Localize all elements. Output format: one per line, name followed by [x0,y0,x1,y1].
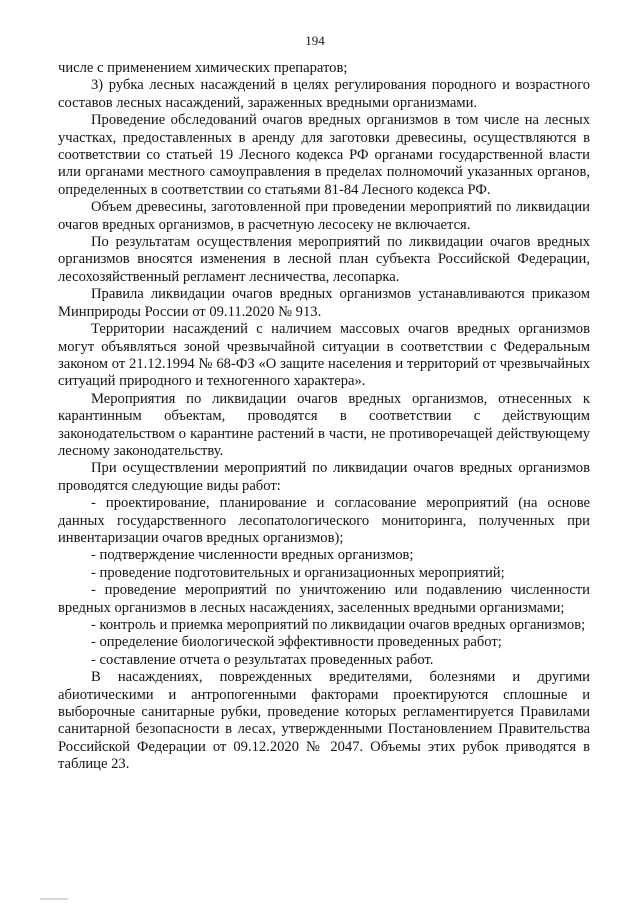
paragraph-wood-volume: Объем древесины, заготовленной при проведении мероприятий по ликвидации очагов вредных организмов, в расчетную лесосеку не включается. [58,199,590,233]
scan-artifact [40,898,68,900]
paragraph-continuation: числе с применением химических препаратов; [58,60,348,76]
list-item: - проведение подготовительных и организационных мероприятий; [91,564,505,581]
list-item: - проведение мероприятий по уничтожению или подавлению численности вредных организмов в лесных насаждениях, заселенных вредными организмами; [58,582,590,616]
document-body [58,60,590,774]
paragraph-work-types-intro: При осуществлении мероприятий по ликвидации очагов вредных организмов проводятся следующие виды работ: [58,460,590,494]
list-item: - подтверждение численности вредных организмов; [91,547,414,564]
paragraph-sanitary-fellings: В насаждениях, поврежденных вредителями, болезнями и другими абиотическими и антропогенными факторами проектируются сплошные и выборочные санитарные рубки, проведение которых регламентируется Правилами санитарной безопасности в лесах, утвержденными Постановлением Правительства Российской Федерации от 09.12.2020 № 2047. Объемы этих рубок приводятся в таблице 23. [58,669,590,773]
paragraph-surveys: Проведение обследований очагов вредных организмов в том числе на лесных участках, предоставленных в аренду для заготовки древесины, осуществляются в соответствии со статьей 19 Лесного кодекса РФ органами государственной власти или органами местного самоуправления в пределах полномочий указанных органов, определенных в соответствии со статьями 81-84 Лесного кодекса РФ. [58,112,590,198]
paragraph-liquidation-rules: Правила ликвидации очагов вредных организмов устанавливаются приказом Минприроды России от 09.11.2020 № 913. [58,286,590,320]
list-item: - проектирование, планирование и согласование мероприятий (на основе данных государственного лесопатологического мониторинга, полученных при инвентаризации очагов вредных организмов); [58,495,590,546]
paragraph-sanitary-felling-item: 3) рубка лесных насаждений в целях регулирования породного и возрастного составов лесных насаждений, зараженных вредными организмами. [58,77,590,111]
list-item: - составление отчета о результатах проведенных работ. [91,651,434,668]
paragraph-emergency-zone: Территории насаждений с наличием массовых очагов вредных организмов могут объявляться зоной чрезвычайной ситуации в соответствии с Федеральным законом от 21.12.1994 № 68-ФЗ «О защите населения и территорий от чрезвычайных ситуаций природного и техногенного характера». [58,321,590,390]
list-item: - контроль и приемка мероприятий по ликвидации очагов вредных организмов; [91,617,586,633]
list-item: - определение биологической эффективности проведенных работ; [91,634,502,651]
page-number: 194 [305,33,325,48]
paragraph-quarantine: Мероприятия по ликвидации очагов вредных организмов, отнесенных к карантинным объектам, проводятся в соответствии с действующим законодательством о карантине растений в части, не противоречащей действующему лесному законодательству. [58,390,590,459]
paragraph-forest-plan-changes: По результатам осуществления мероприятий по ликвидации очагов вредных организмов вносятся изменения в лесной план субъекта Российской Федерации, лесохозяйственный регламент лесничества, лесопарка. [58,234,590,285]
